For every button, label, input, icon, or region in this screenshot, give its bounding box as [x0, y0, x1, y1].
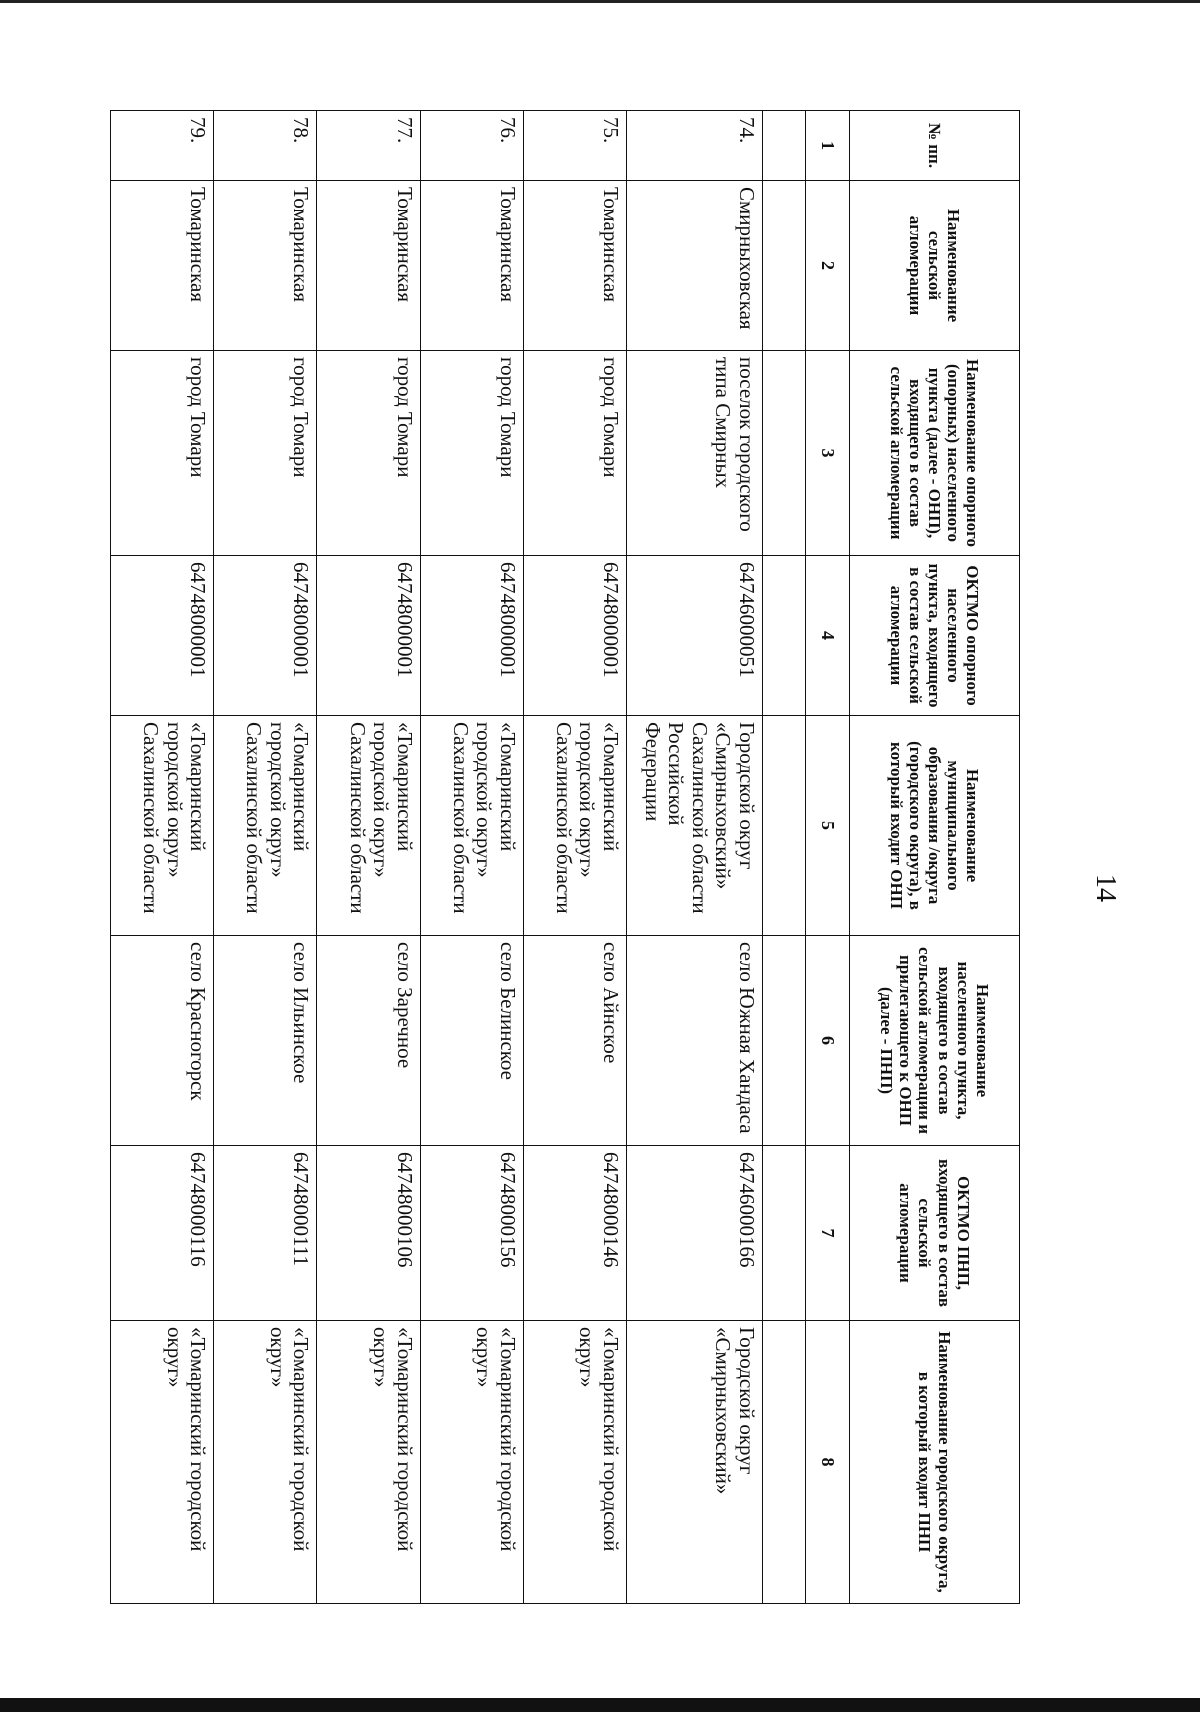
table-cell: «Томаринский городской округ» Сахалинской области [317, 716, 420, 936]
table-cell [763, 556, 806, 716]
table-cell: «Томаринский городской округ» [111, 1321, 214, 1604]
header-cell: Наименование населенного пункта, входящего в состав сельской агломерации и прилегающего к ОНП (далее - ПНП) [850, 936, 1020, 1146]
table-cell: «Томаринский городской округ» Сахалинской области [214, 716, 317, 936]
table-cell [763, 181, 806, 351]
table-row [317, 111, 420, 1604]
column-number-row [806, 111, 850, 1604]
table-row [214, 111, 317, 1604]
table-cell: 64748000116 [111, 1146, 214, 1321]
table-cell: село Южная Хандаса [626, 936, 762, 1146]
table-row [763, 111, 806, 1604]
table-cell: город Томари [523, 351, 626, 556]
table-cell: город Томари [111, 351, 214, 556]
table-cell: село Белинское [420, 936, 523, 1146]
column-number: 6 [806, 936, 850, 1146]
table-cell: 64748000146 [523, 1146, 626, 1321]
table-cell: город Томари [214, 351, 317, 556]
table-cell: «Томаринский городской округ» Сахалинской области [420, 716, 523, 936]
table-cell: 78. [214, 111, 317, 181]
table-cell: 64748000106 [317, 1146, 420, 1321]
header-cell: Наименование опорного (опорных) населенного пункта (далее - ОНП), входящего в состав сельской агломерации [850, 351, 1020, 556]
table-cell: «Томаринский городской округ» Сахалинской области [523, 716, 626, 936]
scan-edge-bottom [0, 1698, 1200, 1712]
header-cell: № пп. [850, 111, 1020, 181]
table-cell: Смирныховская [626, 181, 762, 351]
table-cell: «Томаринский городской округ» [420, 1321, 523, 1604]
table-cell: город Томари [420, 351, 523, 556]
table-cell [763, 936, 806, 1146]
table-cell: село Ильинское [214, 936, 317, 1146]
table-cell: село Заречное [317, 936, 420, 1146]
column-number: 4 [806, 556, 850, 716]
table-cell: «Томаринский городской округ» [214, 1321, 317, 1604]
column-number: 8 [806, 1321, 850, 1604]
header-cell: Наименование муниципального образования /округа (городского округа), в который входит ОНП [850, 716, 1020, 936]
table-cell [763, 111, 806, 181]
table-cell: Томаринская [420, 181, 523, 351]
table-cell: 64748000001 [214, 556, 317, 716]
table-cell: 79. [111, 111, 214, 181]
table-cell: «Томаринский городской округ» [317, 1321, 420, 1604]
page-number: 14 [1090, 874, 1121, 902]
agglomeration-table [110, 110, 1020, 1604]
header-cell: ОКТМО ПНП, входящего в состав сельской агломерации [850, 1146, 1020, 1321]
column-number: 7 [806, 1146, 850, 1321]
table-cell: «Томаринский городской округ» Сахалинской области [111, 716, 214, 936]
table-row [111, 111, 214, 1604]
table-cell: 64746000166 [626, 1146, 762, 1321]
table-cell: Городской округ «Смирныховский» Сахалинской области Российской Федерации [626, 716, 762, 936]
table-cell [763, 716, 806, 936]
table-cell [763, 351, 806, 556]
table-cell: 64748000111 [214, 1146, 317, 1321]
header-cell: Наименование городского округа, в который входит ПНП [850, 1321, 1020, 1604]
table-row [523, 111, 626, 1604]
table-cell: Томаринская [214, 181, 317, 351]
column-number: 2 [806, 181, 850, 351]
table-cell: 77. [317, 111, 420, 181]
column-number: 5 [806, 716, 850, 936]
table-cell [763, 1146, 806, 1321]
table-cell: село Айнское [523, 936, 626, 1146]
table-cell: 64748000001 [317, 556, 420, 716]
table-cell: 64748000001 [111, 556, 214, 716]
table-cell: 75. [523, 111, 626, 181]
table-cell: Томаринская [111, 181, 214, 351]
table-cell: 76. [420, 111, 523, 181]
table-cell: город Томари [317, 351, 420, 556]
table-cell: 64748000001 [523, 556, 626, 716]
table-cell: Томаринская [317, 181, 420, 351]
table-cell: село Красногорск [111, 936, 214, 1146]
table-cell: Томаринская [523, 181, 626, 351]
table-cell [763, 1321, 806, 1604]
header-row [850, 111, 1020, 1604]
column-number: 1 [806, 111, 850, 181]
table-cell: 64748000156 [420, 1146, 523, 1321]
table-cell: поселок городского типа Смирных [626, 351, 762, 556]
table-cell: 64748000001 [420, 556, 523, 716]
table-row [626, 111, 762, 1604]
table-cell: 74. [626, 111, 762, 181]
table-row [420, 111, 523, 1604]
table-cell: «Томаринский городской округ» [523, 1321, 626, 1604]
header-cell: Наименование сельской агломерации [850, 181, 1020, 351]
column-number: 3 [806, 351, 850, 556]
table-cell: 64746000051 [626, 556, 762, 716]
table-cell: Городской округ «Смирныховский» [626, 1321, 762, 1604]
header-cell: ОКТМО опорного населенного пункта, входящего в состав сельской агломерации [850, 556, 1020, 716]
scan-edge-top [0, 0, 1200, 3]
rotated-table-wrapper [110, 110, 1020, 1603]
table-area [110, 110, 1020, 1603]
